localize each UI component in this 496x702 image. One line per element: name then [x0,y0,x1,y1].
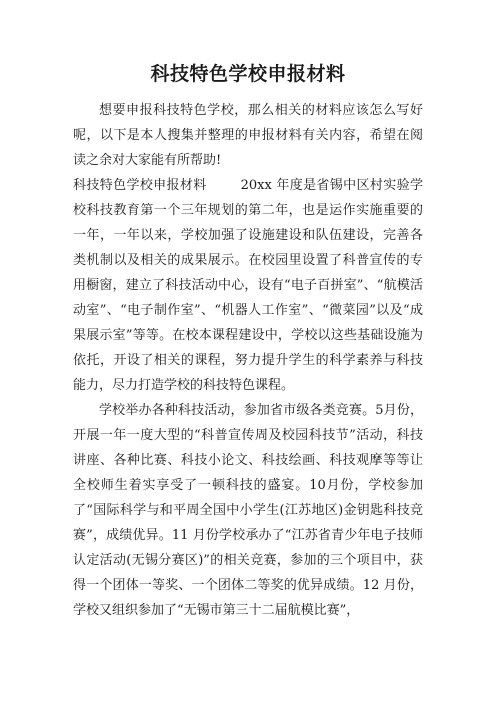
section-paragraph [73,173,423,398]
section-label: 科技特色学校申报材料 [73,178,207,193]
paragraph-1-text: 20xx 年度是省锡中区村实验学校科技教育第一个三年规划的第二年，也是运作实施重要的一年，一年以来，学校加强了设施建设和队伍建设，完善各类机制以及相关的成果展示。在校园里设置了科普宣传的专用橱窗，建立了科技活动中心，设有“电子百拼室”、“航模活动室”、“电子制作室”、“机器人工作室”、“微菜园”以及“成果展示室”等等。在校本课程建设中，学校以这些基础设施为依托，开设了相关的课程，努力提升学生的科学素养与科技能力，尽力打造学校的科技特色课程。 [73,178,423,393]
paragraph-2: 学校举办各种科技活动，参加省市级各类竞赛。5月份，开展一年一度大型的“科普宣传周及校园科技节”活动，科技讲座、各种比赛、科技小论文、科技绘画、科技观摩等等让全校师生着实享受了一顿科技的盛宴。10月份，学校参加了“国际科学与和平周全国中小学生(江苏地区)金钥匙科技竞赛”，成绩优异。11 月份学校承办了“江苏省青少年电子技师认定活动(无锡分赛区)”的相关竞赛，参加的三个项目中，获得一个团体一等奖、一个团体二等奖的优异成绩。12 月份，学校又组织参加了“无锡市第三十二届航模比赛”， [73,403,423,618]
intro-paragraph: 想要申报科技特色学校，那么相关的材料应该怎么写好呢，以下是本人搜集并整理的申报材料有关内容，希望在阅读之余对大家能有所帮助! [73,103,423,168]
document-title: 科技特色学校申报材料 [150,63,346,85]
document-body [73,98,423,623]
